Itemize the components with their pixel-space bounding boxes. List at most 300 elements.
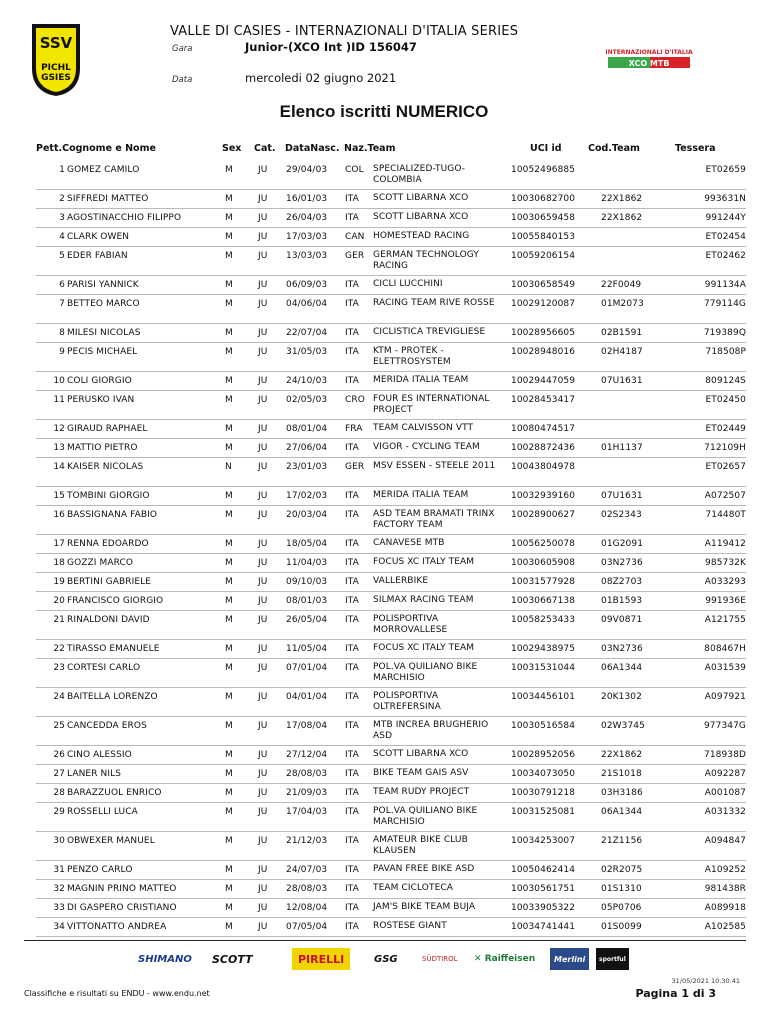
col-pett-name: Pett.Cognome e Nome	[36, 143, 156, 154]
team-cell: POL.VA QUILIANO BIKE MARCHISIO	[373, 662, 478, 683]
category-cell: JU	[258, 663, 268, 673]
table-row	[36, 506, 746, 535]
birth-date-cell: 20/03/04	[286, 510, 328, 520]
table-row	[36, 880, 746, 899]
nation-cell: CRO	[345, 395, 365, 405]
nation-cell: ITA	[345, 596, 359, 606]
tessera-cell: 712109H	[704, 443, 746, 453]
table-row	[36, 765, 746, 784]
athlete-name: GOMEZ CAMILO	[67, 165, 140, 175]
athlete-name: CANCEDDA EROS	[67, 721, 147, 731]
category-cell: JU	[258, 884, 268, 894]
entrants-table	[36, 161, 746, 937]
pett-number: 5	[59, 251, 65, 261]
tessera-cell: A094847	[704, 836, 746, 846]
birth-date-cell: 07/05/04	[286, 922, 328, 932]
uci-id-cell: 10028956605	[511, 328, 576, 338]
team-code-cell: 01G2091	[601, 539, 644, 549]
team-cell: VALLERBIKE	[373, 576, 429, 586]
category-cell: JU	[258, 721, 268, 731]
page-number: Pagina 1 di 3	[635, 987, 716, 1000]
uci-id-cell: 10030605908	[511, 558, 576, 568]
uci-id-cell: 10055840153	[511, 232, 576, 242]
team-code-cell: 21S1018	[601, 769, 642, 779]
pett-number: 2	[59, 194, 65, 204]
category-cell: JU	[258, 462, 268, 472]
table-row	[36, 324, 746, 343]
category-cell: JU	[258, 251, 268, 261]
team-code-cell: 01H1137	[601, 443, 643, 453]
tessera-cell: A072507	[704, 491, 746, 501]
tessera-cell: 779114G	[703, 299, 746, 309]
uci-id-cell: 10028900627	[511, 510, 576, 520]
team-code-cell: 02R2075	[601, 865, 643, 875]
team-cell: MERIDA ITALIA TEAM	[373, 375, 469, 385]
nation-cell: ITA	[345, 510, 359, 520]
pett-number: 13	[53, 443, 65, 453]
uci-id-cell: 10059206154	[511, 251, 576, 261]
tessera-cell: 977347G	[703, 721, 746, 731]
team-code-cell: 06A1344	[601, 807, 643, 817]
event-title: VALLE DI CASIES - INTERNAZIONALI D'ITALIA SERIES	[170, 24, 519, 39]
print-timestamp: 31/05/2021 10.30.41	[671, 977, 740, 985]
birth-date-cell: 18/05/04	[286, 539, 328, 549]
birth-date-cell: 24/07/03	[286, 865, 328, 875]
athlete-name: CORTESI CARLO	[67, 663, 141, 673]
team-cell: MTB INCREA BRUGHERIO ASD	[373, 720, 489, 741]
team-cell: FOCUS XC ITALY TEAM	[373, 643, 475, 653]
nation-cell: ITA	[345, 539, 359, 549]
uci-id-cell: 10030667138	[511, 596, 576, 606]
athlete-name: COLI GIORGIO	[67, 376, 132, 386]
nation-cell: ITA	[345, 443, 359, 453]
birth-date-cell: 21/09/03	[286, 788, 328, 798]
athlete-name: EDER FABIAN	[67, 251, 128, 261]
athlete-name: AGOSTINACCHIO FILIPPO	[67, 213, 182, 223]
uci-id-cell: 10034253007	[511, 836, 576, 846]
athlete-name: TIRASSO EMANUELE	[67, 644, 160, 654]
footer-divider	[24, 940, 746, 941]
category-cell: JU	[258, 615, 268, 625]
team-cell: AMATEUR BIKE CLUB KLAUSEN	[373, 835, 468, 856]
category-cell: JU	[258, 213, 268, 223]
athlete-name: TOMBINI GIORGIO	[67, 491, 150, 501]
category-cell: JU	[258, 299, 268, 309]
nation-cell: ITA	[345, 750, 359, 760]
uci-id-cell: 10030658549	[511, 280, 576, 290]
nation-cell: GER	[345, 251, 365, 261]
nation-cell: ITA	[345, 865, 359, 875]
sex-cell: M	[225, 836, 233, 846]
sex-cell: M	[225, 232, 233, 242]
athlete-name: MILESI NICOLAS	[67, 328, 141, 338]
birth-date-cell: 17/04/03	[286, 807, 328, 817]
tessera-cell: ET02450	[705, 395, 746, 405]
team-cell: ASD TEAM BRAMATI TRINX FACTORY TEAM	[373, 509, 495, 530]
sponsor-merlini: Merlini	[550, 948, 589, 970]
team-cell: HOMESTEAD RACING	[373, 231, 470, 241]
pett-number: 11	[53, 395, 65, 405]
sex-cell: M	[225, 347, 233, 357]
tessera-cell: 809124S	[705, 376, 746, 386]
uci-id-cell: 10043804978	[511, 462, 576, 472]
athlete-name: BASSIGNANA FABIO	[67, 510, 158, 520]
sex-cell: M	[225, 213, 233, 223]
birth-date-cell: 28/08/03	[286, 884, 328, 894]
athlete-name: GIRAUD RAPHAEL	[67, 424, 148, 434]
col-naz-team: Naz.Team	[344, 143, 396, 154]
sex-cell: M	[225, 922, 233, 932]
birth-date-cell: 21/12/03	[286, 836, 328, 846]
pett-number: 1	[59, 165, 65, 175]
pett-number: 16	[53, 510, 65, 520]
uci-id-cell: 10031531044	[511, 663, 576, 673]
tessera-cell: 718508P	[705, 347, 746, 357]
birth-date-cell: 11/05/04	[286, 644, 328, 654]
nation-cell: ITA	[345, 836, 359, 846]
sex-cell: M	[225, 903, 233, 913]
uci-id-cell: 10030791218	[511, 788, 576, 798]
nation-cell: ITA	[345, 347, 359, 357]
nation-cell: ITA	[345, 884, 359, 894]
sex-cell: M	[225, 424, 233, 434]
tessera-cell: A109252	[704, 865, 746, 875]
document-title: Elenco iscritti NUMERICO	[279, 102, 489, 121]
category-cell: JU	[258, 836, 268, 846]
data-value: mercoledi 02 giugno 2021	[245, 71, 397, 85]
uci-id-cell: 10030659458	[511, 213, 576, 223]
pett-number: 12	[53, 424, 65, 434]
category-cell: JU	[258, 232, 268, 242]
table-row	[36, 161, 746, 190]
sex-cell: N	[225, 462, 232, 472]
team-cell: SCOTT LIBARNA XCO	[373, 749, 469, 759]
gara-value: Junior-(XCO Int )ID 156047	[245, 40, 417, 54]
athlete-name: BERTINI GABRIELE	[67, 577, 152, 587]
athlete-name: RINALDONI DAVID	[67, 615, 150, 625]
category-cell: JU	[258, 692, 268, 702]
pett-number: 19	[53, 577, 65, 587]
uci-id-cell: 10028453417	[511, 395, 576, 405]
team-code-cell: 22X1862	[601, 194, 643, 204]
athlete-name: VITTONATTO ANDREA	[67, 922, 167, 932]
team-code-cell: 03H3186	[601, 788, 643, 798]
birth-date-cell: 31/05/03	[286, 347, 328, 357]
col-tessera: Tessera	[675, 143, 716, 154]
tessera-cell: 991936E	[705, 596, 746, 606]
uci-id-cell: 10034456101	[511, 692, 576, 702]
table-row	[36, 640, 746, 659]
uci-id-cell: 10033905322	[511, 903, 576, 913]
nation-cell: ITA	[345, 577, 359, 587]
team-code-cell: 01B1593	[601, 596, 643, 606]
athlete-name: FRANCISCO GIORGIO	[67, 596, 164, 606]
team-cell: ROSTESE GIANT	[373, 921, 447, 931]
team-code-cell: 03N2736	[601, 644, 643, 654]
birth-date-cell: 29/04/03	[286, 165, 328, 175]
sponsor-pirelli: PIRELLI	[292, 948, 350, 970]
team-cell: POL.VA QUILIANO BIKE MARCHISIO	[373, 806, 478, 827]
table-row	[36, 611, 746, 640]
uci-id-cell: 10080474517	[511, 424, 576, 434]
sex-cell: M	[225, 443, 233, 453]
category-cell: JU	[258, 596, 268, 606]
athlete-name: PENZO CARLO	[67, 865, 133, 875]
athlete-name: PARISI YANNICK	[67, 280, 139, 290]
team-code-cell: 03N2736	[601, 558, 643, 568]
pett-number: 25	[53, 721, 65, 731]
tessera-cell: ET02462	[705, 251, 746, 261]
athlete-name: MAGNIN PRINO MATTEO	[67, 884, 177, 894]
athlete-name: GOZZI MARCO	[67, 558, 134, 568]
col-uci-id: UCI id	[530, 143, 562, 154]
sex-cell: M	[225, 865, 233, 875]
club-logo-ssv: SSV	[39, 34, 73, 52]
nation-cell: ITA	[345, 788, 359, 798]
table-row	[36, 688, 746, 717]
nation-cell: FRA	[345, 424, 363, 434]
sex-cell: M	[225, 615, 233, 625]
birth-date-cell: 26/05/04	[286, 615, 328, 625]
category-cell: JU	[258, 194, 268, 204]
pett-number: 23	[53, 663, 65, 673]
tessera-cell: 985732K	[705, 558, 746, 568]
birth-date-cell: 17/08/04	[286, 721, 328, 731]
team-cell: VIGOR - CYCLING TEAM	[373, 442, 480, 452]
pett-number: 33	[53, 903, 65, 913]
category-cell: JU	[258, 280, 268, 290]
birth-date-cell: 17/03/03	[286, 232, 328, 242]
birth-date-cell: 04/01/04	[286, 692, 328, 702]
table-row	[36, 784, 746, 803]
team-cell: GERMAN TECHNOLOGY RACING	[373, 250, 479, 271]
table-row	[36, 592, 746, 611]
birth-date-cell: 08/01/04	[286, 424, 328, 434]
sex-cell: M	[225, 663, 233, 673]
nation-cell: ITA	[345, 213, 359, 223]
sex-cell: M	[225, 395, 233, 405]
uci-id-cell: 10034073050	[511, 769, 576, 779]
tessera-cell: 993631N	[704, 194, 746, 204]
pett-number: 31	[53, 865, 65, 875]
nation-cell: ITA	[345, 194, 359, 204]
birth-date-cell: 06/09/03	[286, 280, 328, 290]
nation-cell: ITA	[345, 376, 359, 386]
team-cell: FOUR ES INTERNATIONAL PROJECT	[373, 394, 490, 415]
table-row	[36, 190, 746, 209]
series-logo	[604, 46, 694, 70]
club-logo	[24, 20, 88, 98]
category-cell: JU	[258, 165, 268, 175]
pett-number: 7	[59, 299, 65, 309]
team-cell: POLISPORTIVA MORROVALLESE	[373, 614, 448, 635]
birth-date-cell: 13/03/03	[286, 251, 328, 261]
uci-id-cell: 10029120087	[511, 299, 576, 309]
team-code-cell: 02H4187	[601, 347, 643, 357]
sex-cell: M	[225, 194, 233, 204]
athlete-name: OBWEXER MANUEL	[67, 836, 155, 846]
category-cell: JU	[258, 807, 268, 817]
nation-cell: ITA	[345, 328, 359, 338]
tessera-cell: 991244Y	[705, 213, 746, 223]
table-row	[36, 247, 746, 276]
pett-number: 24	[53, 692, 65, 702]
table-row	[36, 832, 746, 861]
sex-cell: M	[225, 299, 233, 309]
series-logo-top: INTERNAZIONALI D'ITALIA	[605, 49, 693, 56]
birth-date-cell: 16/01/03	[286, 194, 328, 204]
category-cell: JU	[258, 644, 268, 654]
sponsor-shimano: SHIMANO	[138, 953, 192, 965]
pett-number: 32	[53, 884, 65, 894]
uci-id-cell: 10034741441	[511, 922, 576, 932]
uci-id-cell: 10031525081	[511, 807, 576, 817]
table-row	[36, 391, 746, 420]
birth-date-cell: 28/08/03	[286, 769, 328, 779]
tessera-cell: A102585	[704, 922, 746, 932]
table-row	[36, 209, 746, 228]
athlete-name: RENNA EDOARDO	[67, 539, 149, 549]
category-cell: JU	[258, 328, 268, 338]
sponsor-scott: SCOTT	[212, 952, 253, 966]
athlete-name: PECIS MICHAEL	[67, 347, 138, 357]
table-row	[36, 803, 746, 832]
table-row	[36, 746, 746, 765]
uci-id-cell: 10029438975	[511, 644, 576, 654]
sex-cell: M	[225, 750, 233, 760]
team-cell: BIKE TEAM GAIS ASV	[373, 768, 469, 778]
team-code-cell: 06A1344	[601, 663, 643, 673]
nation-cell: ITA	[345, 769, 359, 779]
sex-cell: M	[225, 769, 233, 779]
category-cell: JU	[258, 922, 268, 932]
nation-cell: ITA	[345, 299, 359, 309]
birth-date-cell: 27/06/04	[286, 443, 328, 453]
birth-date-cell: 27/12/04	[286, 750, 328, 760]
sex-cell: M	[225, 788, 233, 798]
pett-number: 6	[59, 280, 65, 290]
nation-cell: ITA	[345, 280, 359, 290]
uci-id-cell: 10032939160	[511, 491, 576, 501]
sponsor-raiffeisen-label: Raiffeisen	[484, 954, 536, 964]
uci-id-cell: 10028952056	[511, 750, 576, 760]
category-cell: JU	[258, 788, 268, 798]
sex-cell: M	[225, 596, 233, 606]
category-cell: JU	[258, 376, 268, 386]
tessera-cell: 991134A	[704, 280, 746, 290]
team-code-cell: 22X1862	[601, 750, 643, 760]
nation-cell: ITA	[345, 491, 359, 501]
sponsor-sportful: sportful	[596, 948, 629, 970]
uci-id-cell: 10030682700	[511, 194, 576, 204]
category-cell: JU	[258, 903, 268, 913]
sex-cell: M	[225, 721, 233, 731]
team-cell: RACING TEAM RIVE ROSSE	[373, 298, 495, 308]
team-cell: SPECIALIZED-TUGO-COLOMBIA	[373, 164, 466, 185]
birth-date-cell: 24/10/03	[286, 376, 328, 386]
birth-date-cell: 22/07/04	[286, 328, 328, 338]
table-row	[36, 899, 746, 918]
table-row	[36, 861, 746, 880]
sponsor-gsg: GSG	[374, 953, 398, 965]
nation-cell: GER	[345, 462, 365, 472]
team-code-cell: 07U1631	[601, 491, 643, 501]
sex-cell: M	[225, 539, 233, 549]
category-cell: JU	[258, 443, 268, 453]
tessera-cell: ET02659	[705, 165, 746, 175]
table-row	[36, 439, 746, 458]
pett-number: 8	[59, 328, 65, 338]
birth-date-cell: 04/06/04	[286, 299, 328, 309]
tessera-cell: 714480T	[705, 510, 746, 520]
table-row	[36, 228, 746, 247]
table-row	[36, 420, 746, 439]
uci-id-cell: 10030561751	[511, 884, 576, 894]
athlete-name: KAISER NICOLAS	[67, 462, 144, 472]
pett-number: 14	[53, 462, 65, 472]
pett-number: 21	[53, 615, 65, 625]
uci-id-cell: 10028872436	[511, 443, 576, 453]
pett-number: 4	[59, 232, 65, 242]
athlete-name: SIFFREDI MATTEO	[67, 194, 149, 204]
team-cell: CANAVESE MTB	[373, 538, 445, 548]
category-cell: JU	[258, 347, 268, 357]
sex-cell: M	[225, 558, 233, 568]
tessera-cell: 808467H	[704, 644, 746, 654]
athlete-name: BARAZZUOL ENRICO	[67, 788, 162, 798]
table-row	[36, 659, 746, 688]
sponsor-raiffeisen	[474, 948, 535, 970]
team-code-cell: 01S1310	[601, 884, 642, 894]
team-cell: MERIDA ITALIA TEAM	[373, 490, 469, 500]
sponsor-sudtirol: SÜDTIROL	[422, 955, 458, 963]
birth-date-cell: 11/04/03	[286, 558, 328, 568]
category-cell: JU	[258, 424, 268, 434]
tessera-cell: 981438R	[704, 884, 746, 894]
team-code-cell: 05P0706	[601, 903, 642, 913]
birth-date-cell: 26/04/03	[286, 213, 328, 223]
pett-number: 15	[53, 491, 65, 501]
pett-number: 18	[53, 558, 65, 568]
birth-date-cell: 12/08/04	[286, 903, 328, 913]
athlete-name: DI GASPERO CRISTIANO	[67, 903, 177, 913]
table-row	[36, 717, 746, 746]
sex-cell: M	[225, 692, 233, 702]
table-row	[36, 276, 746, 295]
footer-endu-link[interactable]: Classifiche e risultati su ENDU - www.endu.net	[24, 989, 210, 998]
uci-id-cell: 10030516584	[511, 721, 576, 731]
tessera-cell: A119412	[704, 539, 746, 549]
pett-number: 9	[59, 347, 65, 357]
team-code-cell: 09V0871	[601, 615, 643, 625]
table-row	[36, 458, 746, 487]
tessera-cell: A001087	[704, 788, 746, 798]
series-logo-bottom: XCO MTB	[628, 59, 670, 68]
athlete-name: PERUSKO IVAN	[67, 395, 135, 405]
uci-id-cell: 10028948016	[511, 347, 576, 357]
uci-id-cell: 10052496885	[511, 165, 576, 175]
pett-number: 10	[53, 376, 65, 386]
table-row	[36, 535, 746, 554]
data-label: Data	[172, 75, 193, 85]
athlete-name: BAITELLA LORENZO	[67, 692, 158, 702]
team-cell: MSV ESSEN - STEELE 2011	[373, 461, 496, 471]
athlete-name: MATTIO PIETRO	[67, 443, 138, 453]
table-row	[36, 343, 746, 372]
birth-date-cell: 02/05/03	[286, 395, 328, 405]
table-row	[36, 573, 746, 592]
sex-cell: M	[225, 510, 233, 520]
